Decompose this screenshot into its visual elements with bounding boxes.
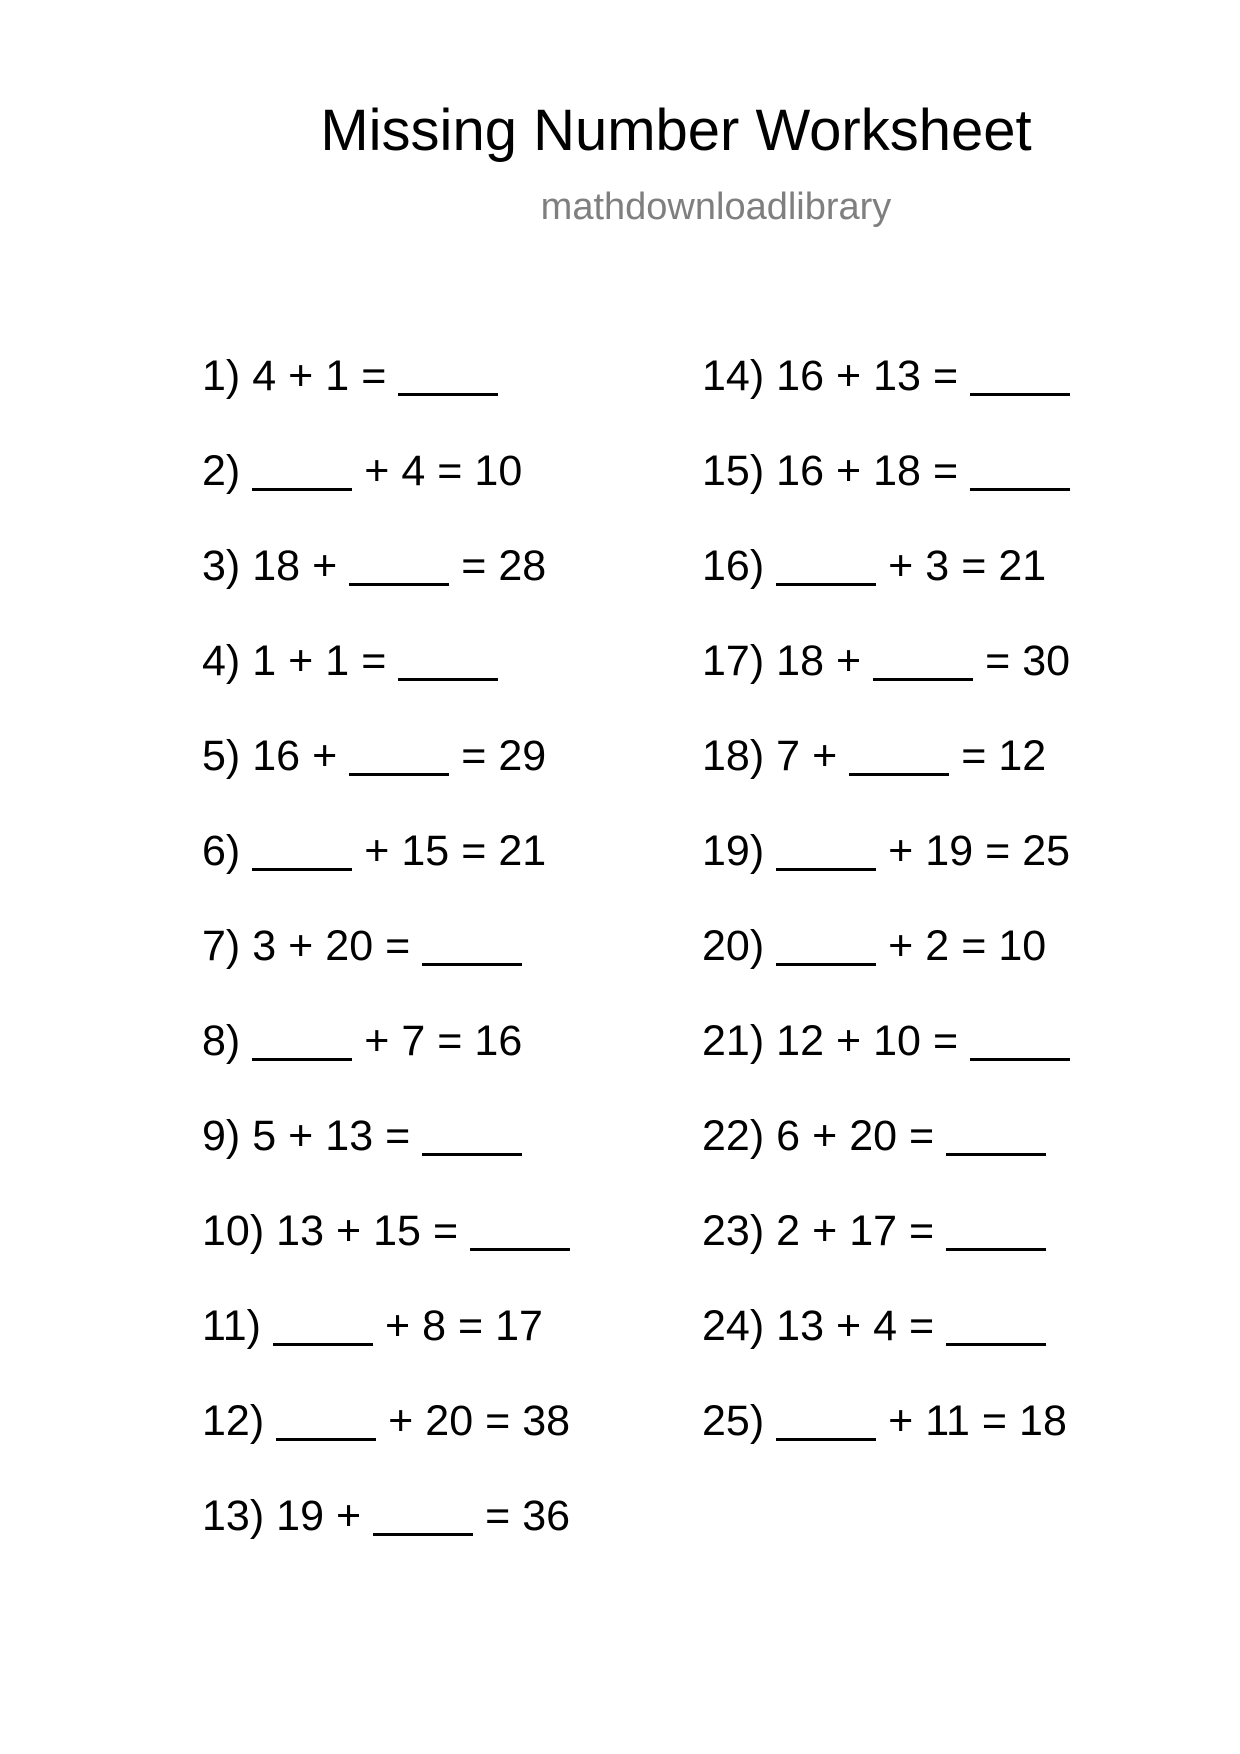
- operand-b: 1: [325, 637, 350, 685]
- operand-b: 4: [401, 447, 426, 495]
- operand-b: 13: [873, 352, 921, 400]
- operator-plus: +: [888, 827, 914, 875]
- problem-item: [202, 1110, 582, 1205]
- problem-number: 13): [202, 1492, 265, 1540]
- problem-number: 21): [702, 1017, 765, 1065]
- operator-plus: +: [336, 1492, 362, 1540]
- problem-item: [202, 1300, 582, 1395]
- answer-blank[interactable]: [252, 831, 352, 871]
- result-value: 21: [998, 542, 1047, 590]
- result-value: 12: [998, 732, 1047, 780]
- operator-plus: +: [836, 637, 862, 685]
- problem-item: [202, 540, 582, 635]
- operator-plus: +: [388, 1397, 414, 1445]
- operand-b: 8: [422, 1302, 447, 1350]
- problem-number: 16): [702, 542, 765, 590]
- operator-plus: +: [836, 447, 862, 495]
- operand-b: 3: [925, 542, 950, 590]
- result-value: 10: [474, 447, 523, 495]
- problem-item: [702, 445, 1082, 540]
- equals-sign: =: [909, 1302, 935, 1350]
- problem-number: 14): [702, 352, 765, 400]
- operand-b: 17: [849, 1207, 898, 1255]
- operand-a: 16: [776, 447, 824, 495]
- answer-blank[interactable]: [398, 356, 498, 396]
- operator-plus: +: [288, 352, 314, 400]
- operand-a: 3: [252, 922, 277, 970]
- equals-sign: =: [961, 542, 987, 590]
- operator-plus: +: [364, 447, 390, 495]
- problem-number: 8): [202, 1017, 241, 1065]
- problem-item: [202, 1015, 582, 1110]
- problem-number: 11): [202, 1302, 261, 1350]
- problem-item: [702, 635, 1082, 730]
- answer-blank[interactable]: [398, 641, 498, 681]
- answer-blank[interactable]: [970, 356, 1070, 396]
- equals-sign: =: [961, 732, 987, 780]
- equals-sign: =: [385, 1112, 411, 1160]
- operator-plus: +: [812, 732, 838, 780]
- answer-blank[interactable]: [422, 926, 522, 966]
- operand-b: 7: [401, 1017, 426, 1065]
- problem-number: 2): [202, 447, 241, 495]
- problem-number: 10): [202, 1207, 265, 1255]
- operator-plus: +: [288, 637, 314, 685]
- result-value: 21: [498, 827, 547, 875]
- result-value: 18: [1019, 1397, 1067, 1445]
- equals-sign: =: [361, 637, 387, 685]
- operand-a: 18: [776, 637, 824, 685]
- problem-item: [202, 1205, 582, 1300]
- problem-number: 6): [202, 827, 241, 875]
- problem-item: [202, 1490, 582, 1585]
- problem-item: [702, 920, 1082, 1015]
- equals-sign: =: [458, 1302, 484, 1350]
- operand-b: 15: [373, 1207, 421, 1255]
- equals-sign: =: [432, 1207, 459, 1255]
- result-value: 10: [998, 922, 1047, 970]
- operand-a: 5: [252, 1112, 277, 1160]
- answer-blank[interactable]: [776, 1401, 876, 1441]
- operator-plus: +: [312, 542, 338, 590]
- operand-b: 2: [925, 922, 950, 970]
- problem-number: 7): [202, 922, 241, 970]
- operand-b: 13: [325, 1112, 374, 1160]
- equals-sign: =: [961, 922, 987, 970]
- equals-sign: =: [485, 1397, 511, 1445]
- problems-column-left: [202, 350, 582, 1585]
- problem-item: [702, 350, 1082, 445]
- operand-b: 20: [849, 1112, 898, 1160]
- equals-sign: =: [461, 542, 487, 590]
- result-value: 28: [498, 542, 547, 590]
- problem-number: 24): [702, 1302, 765, 1350]
- operator-plus: +: [812, 1207, 838, 1255]
- result-value: 29: [498, 732, 547, 780]
- problem-number: 23): [702, 1207, 765, 1255]
- result-value: 17: [495, 1302, 543, 1350]
- problem-number: 12): [202, 1397, 265, 1445]
- answer-blank[interactable]: [422, 1116, 522, 1156]
- problem-number: 9): [202, 1112, 241, 1160]
- problem-item: [702, 1110, 1082, 1205]
- problem-number: 1): [202, 352, 241, 400]
- answer-blank[interactable]: [349, 736, 449, 776]
- operand-b: 20: [325, 922, 374, 970]
- answer-blank[interactable]: [776, 546, 876, 586]
- operand-b: 18: [873, 447, 921, 495]
- equals-sign: =: [485, 1492, 511, 1540]
- operand-a: 7: [776, 732, 801, 780]
- operator-plus: +: [836, 1302, 862, 1350]
- operand-a: 18: [252, 542, 301, 590]
- operand-b: 4: [873, 1302, 898, 1350]
- operand-a: 13: [276, 1207, 324, 1255]
- operand-a: 16: [252, 732, 301, 780]
- problem-number: 17): [702, 637, 765, 685]
- result-value: 25: [1022, 827, 1071, 875]
- equals-sign: =: [437, 1017, 463, 1065]
- answer-blank[interactable]: [252, 1021, 352, 1061]
- operator-plus: +: [384, 1302, 411, 1350]
- problem-item: [202, 825, 582, 920]
- operand-a: 1: [252, 637, 277, 685]
- operand-b: 20: [425, 1397, 474, 1445]
- equals-sign: =: [985, 637, 1011, 685]
- problem-item: [702, 1395, 1082, 1490]
- equals-sign: =: [985, 827, 1011, 875]
- result-value: 38: [522, 1397, 571, 1445]
- result-value: 36: [522, 1492, 571, 1540]
- problem-item: [202, 445, 582, 540]
- operator-plus: +: [364, 1017, 390, 1065]
- operator-plus: +: [836, 1017, 862, 1065]
- answer-blank[interactable]: [849, 736, 949, 776]
- problem-number: 15): [702, 447, 765, 495]
- answer-blank[interactable]: [946, 1306, 1046, 1346]
- equals-sign: =: [909, 1112, 935, 1160]
- operand-b: 1: [325, 352, 350, 400]
- operand-b: 11: [925, 1397, 970, 1445]
- problem-item: [702, 1300, 1082, 1395]
- worksheet-source-label: mathdownloadlibrary: [540, 186, 892, 228]
- operator-plus: +: [888, 1397, 914, 1445]
- operator-plus: +: [288, 922, 314, 970]
- result-value: 16: [474, 1017, 523, 1065]
- problem-number: 20): [702, 922, 765, 970]
- problem-item: [702, 540, 1082, 635]
- equals-sign: =: [932, 1017, 959, 1065]
- operator-plus: +: [336, 1207, 362, 1255]
- operator-plus: +: [288, 1112, 314, 1160]
- operand-b: 15: [401, 827, 450, 875]
- operator-plus: +: [836, 352, 862, 400]
- problem-number: 5): [202, 732, 241, 780]
- problem-item: [702, 730, 1082, 825]
- equals-sign: =: [385, 922, 411, 970]
- operand-a: 12: [776, 1017, 824, 1065]
- problem-number: 18): [702, 732, 765, 780]
- problem-item: [702, 1205, 1082, 1300]
- operand-a: 4: [252, 352, 277, 400]
- equals-sign: =: [461, 827, 487, 875]
- answer-blank[interactable]: [776, 926, 876, 966]
- problem-number: 22): [702, 1112, 765, 1160]
- equals-sign: =: [437, 447, 463, 495]
- answer-blank[interactable]: [470, 1211, 570, 1251]
- problem-number: 25): [702, 1397, 765, 1445]
- equals-sign: =: [461, 732, 487, 780]
- worksheet-title: Missing Number Worksheet: [320, 98, 1032, 163]
- result-value: 30: [1022, 637, 1071, 685]
- equals-sign: =: [932, 352, 959, 400]
- answer-blank[interactable]: [970, 1021, 1070, 1061]
- answer-blank[interactable]: [873, 641, 973, 681]
- problem-item: [202, 730, 582, 825]
- problem-number: 19): [702, 827, 765, 875]
- operand-a: 13: [776, 1302, 824, 1350]
- problem-item: [702, 825, 1082, 920]
- operand-a: 6: [776, 1112, 801, 1160]
- answer-blank[interactable]: [946, 1211, 1046, 1251]
- answer-blank[interactable]: [349, 546, 449, 586]
- answer-blank[interactable]: [373, 1496, 473, 1536]
- operand-a: 19: [276, 1492, 324, 1540]
- answer-blank[interactable]: [776, 831, 876, 871]
- operand-b: 10: [873, 1017, 921, 1065]
- problem-item: [202, 350, 582, 445]
- problem-item: [702, 1015, 1082, 1110]
- answer-blank[interactable]: [970, 451, 1070, 491]
- problems-column-right: [702, 350, 1082, 1490]
- operand-a: 16: [776, 352, 824, 400]
- operand-a: 2: [776, 1207, 801, 1255]
- answer-blank[interactable]: [252, 451, 352, 491]
- problem-number: 3): [202, 542, 241, 590]
- equals-sign: =: [981, 1397, 1008, 1445]
- problem-number: 4): [202, 637, 241, 685]
- operator-plus: +: [888, 542, 914, 590]
- answer-blank[interactable]: [946, 1116, 1046, 1156]
- answer-blank[interactable]: [273, 1306, 373, 1346]
- problem-item: [202, 1395, 582, 1490]
- answer-blank[interactable]: [276, 1401, 376, 1441]
- operand-b: 19: [925, 827, 974, 875]
- problem-item: [202, 920, 582, 1015]
- operator-plus: +: [364, 827, 390, 875]
- equals-sign: =: [909, 1207, 935, 1255]
- operator-plus: +: [312, 732, 338, 780]
- equals-sign: =: [932, 447, 959, 495]
- equals-sign: =: [361, 352, 387, 400]
- operator-plus: +: [812, 1112, 838, 1160]
- problem-item: [202, 635, 582, 730]
- operator-plus: +: [888, 922, 914, 970]
